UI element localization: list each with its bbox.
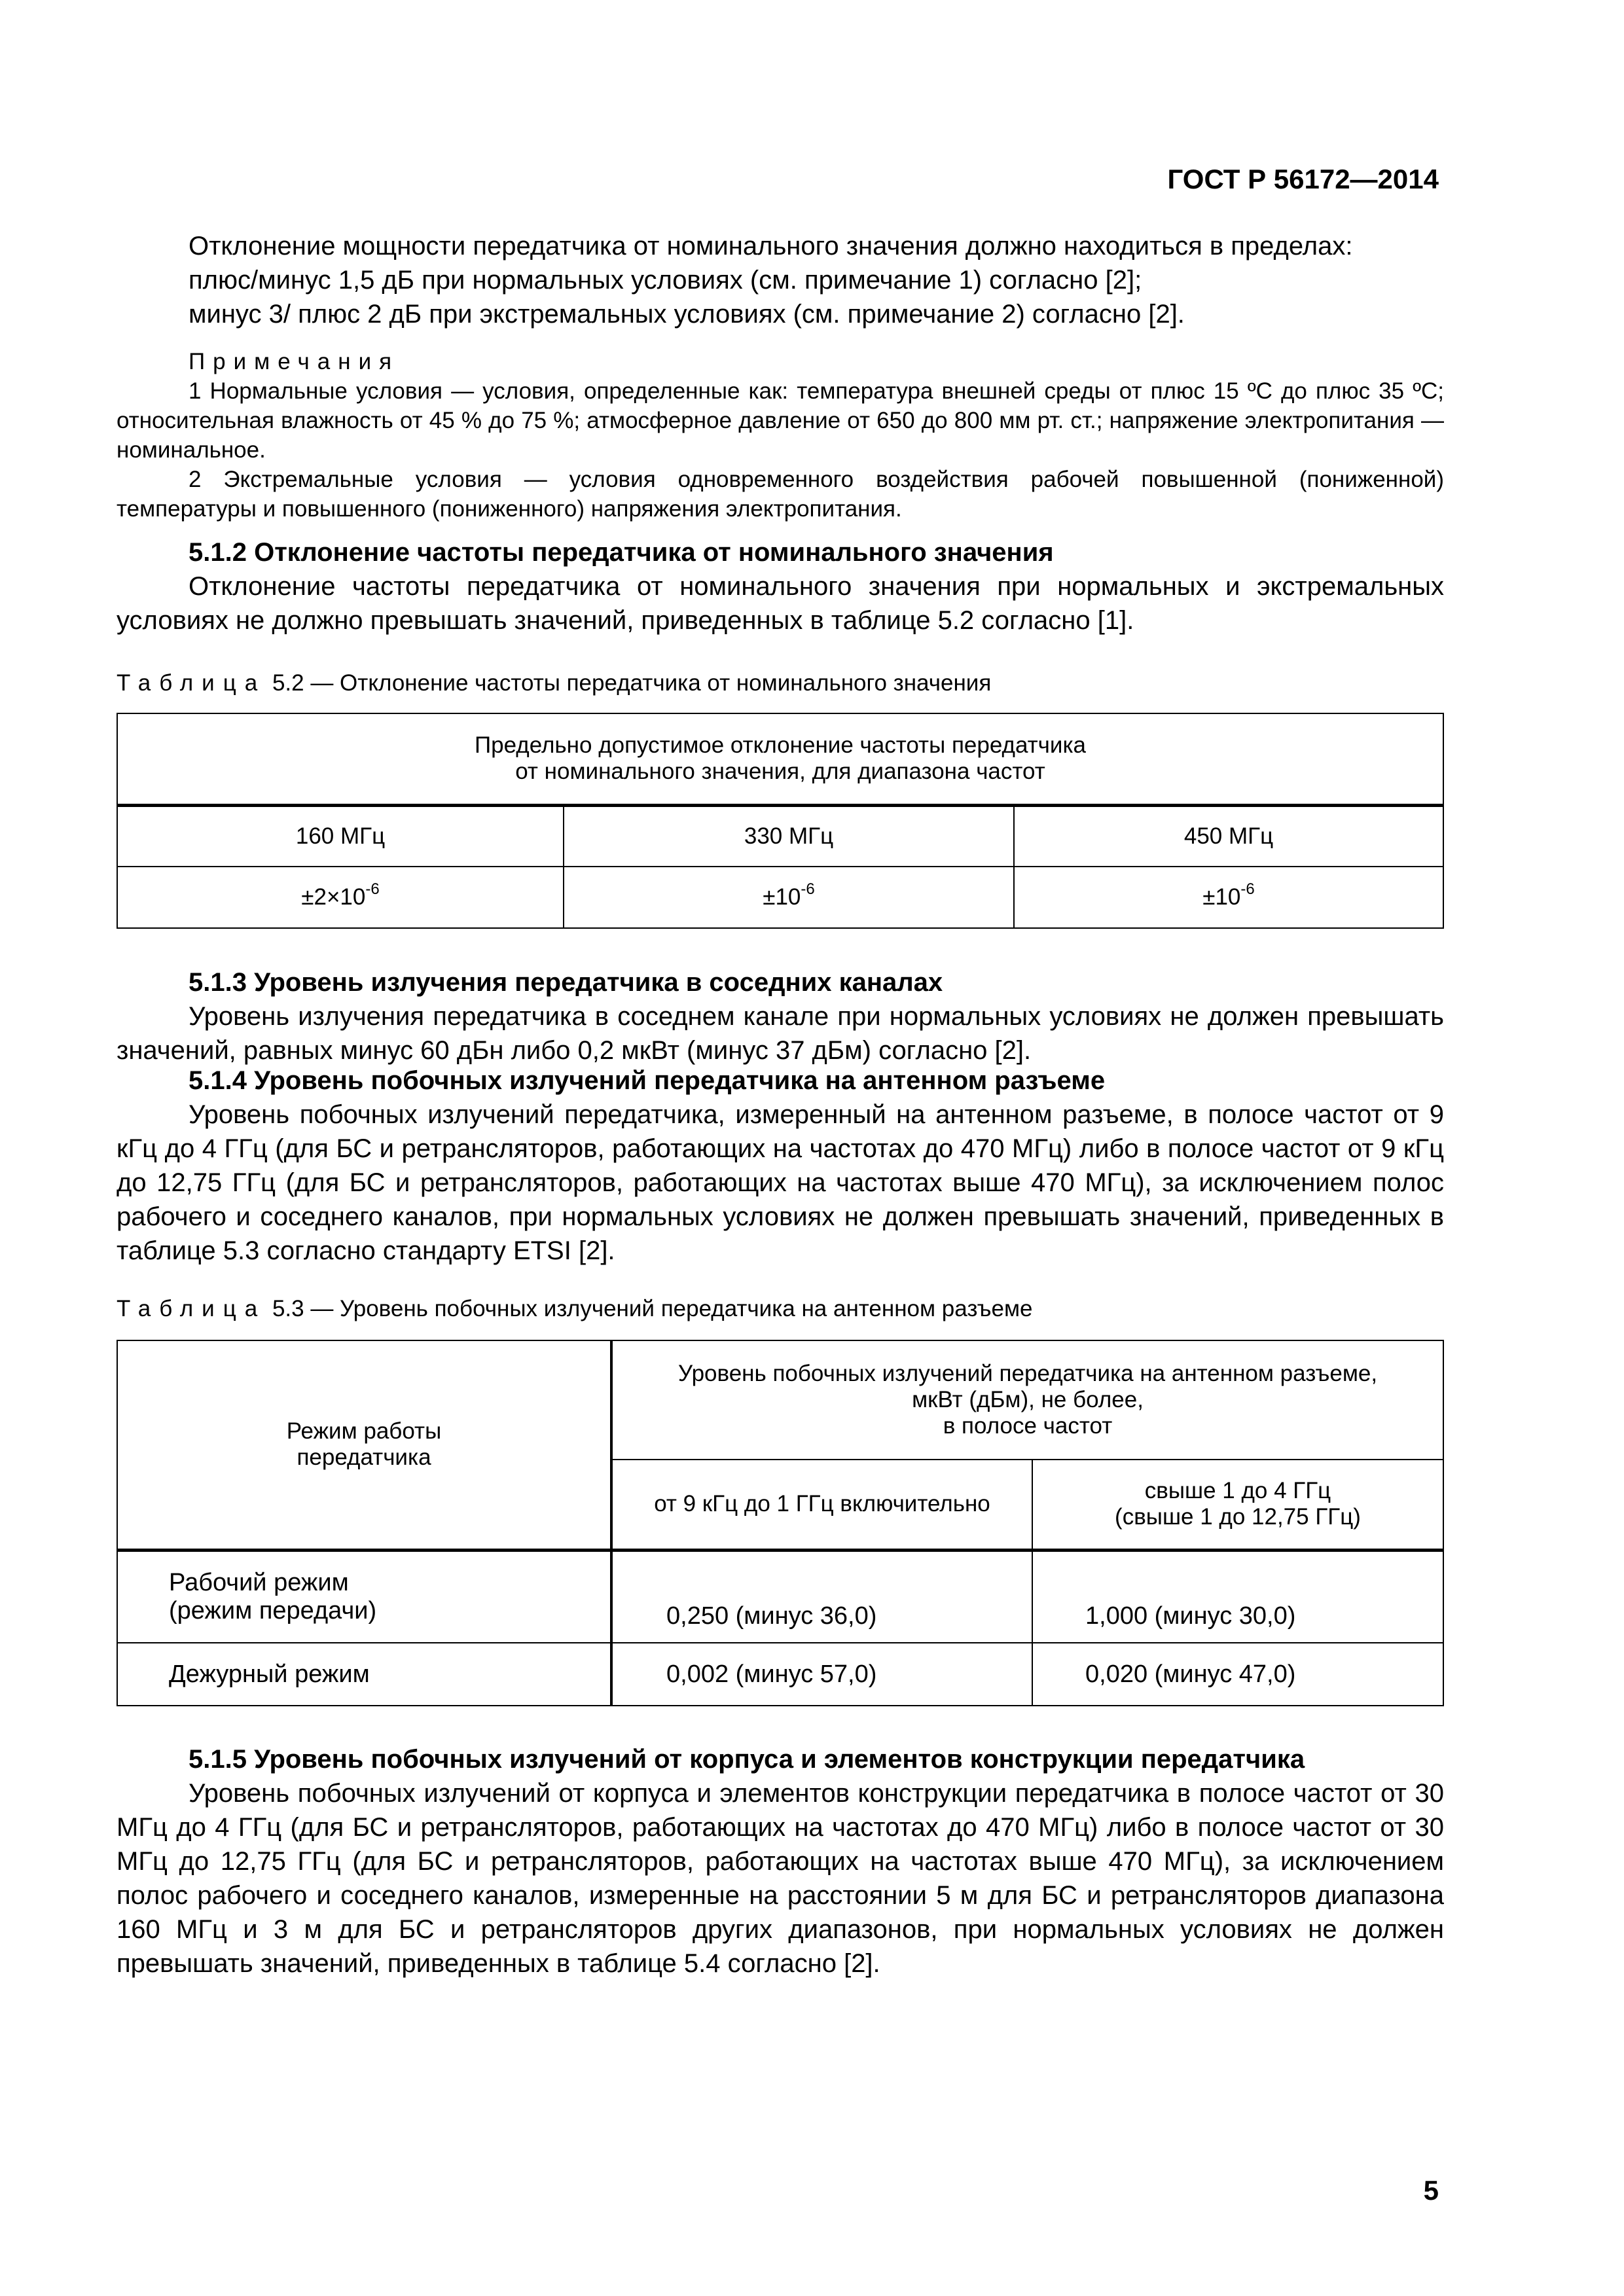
value-exponent: -6 xyxy=(1240,880,1255,898)
table-caption-word: Таблица xyxy=(117,1296,266,1321)
value-base: ±10 xyxy=(1202,884,1241,910)
table-5-2-header-line-1: Предельно допустимое отклонение частоты передатчика xyxy=(474,732,1087,759)
table-5-2-value-160 xyxy=(117,867,564,928)
note-1: 1 Нормальные условия — условия, определенные как: температура внешней среды от плюс 15 ºС до плюс 35 ºС; относительная влажность от 45 % до 75 %; атмосферное давление от 650 до 800 мм рт. ст.; напряжение электропитания — номинальное. xyxy=(117,378,1444,463)
table-5-2-header-line-2: от номинального значения, для диапазона частот xyxy=(515,759,1045,785)
table-5-3 xyxy=(117,1340,1444,1706)
table-5-3-value: 0,002 (минус 57,0) xyxy=(611,1643,1032,1706)
section-heading-5-1-3: 5.1.3 Уровень излучения передатчика в соседних каналах xyxy=(189,968,943,997)
section-text-5-1-4: Уровень побочных излучений передатчика, измеренный на антенном разъеме, в полосе частот от 9 кГц до 4 ГГц (для БС и ретрансляторов, работающих на частотах до 470 МГц) либо в полосе частот от 9 кГц до 12,75 ГГц (для БС и ретрансляторов, работающих на частотах выше 470 МГц), за исключением полос рабочего и соседнего каналов, при нормальных условиях не должен превышать значений, приведенных в таблице 5.3 согласно стандарту ETSI [2]. xyxy=(117,1100,1444,1265)
notes-title: Примечания xyxy=(189,349,400,374)
value-exponent: -6 xyxy=(801,880,815,898)
table-5-3-value: 1,000 (минус 30,0) xyxy=(1032,1550,1443,1643)
note-2: 2 Экстремальные условия — условия одновременного воздействия рабочей повышенной (пониженной) температуры и повышенного (пониженного) напряжения электропитания. xyxy=(117,467,1444,522)
table-5-2-value-330 xyxy=(564,867,1014,928)
value-exponent: -6 xyxy=(365,880,380,898)
level-header-line-3: в полосе частот xyxy=(943,1413,1113,1439)
table-5-2-caption xyxy=(117,670,991,696)
subheader-2-line-1: свыше 1 до 4 ГГц xyxy=(1144,1478,1331,1504)
section-heading-5-1-4: 5.1.4 Уровень побочных излучений передатчика на антенном разъеме xyxy=(189,1066,1106,1095)
table-caption-word: Таблица xyxy=(117,670,266,696)
section-5-1-3 xyxy=(117,965,1444,1067)
table-caption-text: 5.2 — Отклонение частоты передатчика от номинального значения xyxy=(266,670,992,696)
section-text-5-1-5: Уровень побочных излучений от корпуса и элементов конструкции передатчика в полосе частот от 30 МГц до 4 ГГц (для БС и ретрансляторов, работающих на частотах до 470 МГц) либо в полосе частот от 30 МГц до 12,75 ГГц (для БС и ретрансляторов, работающих на частотах выше 470 МГц), за исключением полос рабочего и соседнего каналов, измеренные на расстоянии 5 м для БС и ретрансляторов диапазона 160 МГц и 3 м для БС и ретрансляторов других диапазонов, при нормальных условиях не должен превышать значений, приведенных в таблице 5.4 согласно [2]. xyxy=(117,1779,1444,1978)
table-5-2-value-450 xyxy=(1014,867,1443,928)
table-5-3-subheader-1: от 9 кГц до 1 ГГц включительно xyxy=(611,1460,1032,1550)
table-5-2-header xyxy=(117,713,1443,805)
table-row xyxy=(117,1550,1443,1643)
intro-line-2: плюс/минус 1,5 дБ при нормальных условиях (см. примечание 1) согласно [2]; xyxy=(189,266,1142,295)
table-5-3-mode-standby: Дежурный режим xyxy=(117,1643,611,1706)
table-5-2 xyxy=(117,713,1444,929)
section-text-5-1-2: Отклонение частоты передатчика от номинального значения при нормальных и экстремальных условиях не должно превышать значений, приведенных в таблице 5.2 согласно [1]. xyxy=(117,572,1444,635)
document-header: ГОСТ Р 56172—2014 xyxy=(1167,164,1439,194)
mode-line-2: (режим передачи) xyxy=(169,1596,377,1624)
value-base: ±2×10 xyxy=(301,884,366,910)
table-5-2-col-450: 450 МГц xyxy=(1014,805,1443,867)
section-5-1-5 xyxy=(117,1742,1444,1981)
level-header-line-2: мкВт (дБм), не более, xyxy=(912,1387,1144,1412)
notes-block xyxy=(117,347,1444,524)
level-header-line-1: Уровень побочных излучений передатчика на антенном разъеме, xyxy=(677,1361,1378,1386)
table-5-3-value: 0,250 (минус 36,0) xyxy=(611,1550,1032,1643)
intro-paragraph xyxy=(117,229,1444,331)
table-5-2-col-330: 330 МГц xyxy=(564,805,1014,867)
intro-line-3: минус 3/ плюс 2 дБ при экстремальных условиях (см. примечание 2) согласно [2]. xyxy=(189,300,1185,329)
table-5-3-subheader-2 xyxy=(1032,1460,1443,1550)
table-5-3-caption xyxy=(117,1296,1033,1322)
section-text-5-1-3: Уровень излучения передатчика в соседнем канале при нормальных условиях не должен превышать значений, равных минус 60 дБн либо 0,2 мкВт (минус 37 дБм) согласно [2]. xyxy=(117,1002,1444,1065)
table-5-2-col-160: 160 МГц xyxy=(117,805,564,867)
table-5-3-level-header xyxy=(611,1340,1443,1460)
mode-header-line-1: Режим работы xyxy=(286,1418,442,1444)
mode-header-line-2: передатчика xyxy=(297,1444,431,1471)
table-row xyxy=(117,1643,1443,1706)
section-heading-5-1-5: 5.1.5 Уровень побочных излучений от корпуса и элементов конструкции передатчика xyxy=(189,1745,1305,1774)
table-caption-text: 5.3 — Уровень побочных излучений передатчика на антенном разъеме xyxy=(266,1296,1033,1321)
section-5-1-2 xyxy=(117,535,1444,637)
value-base: ±10 xyxy=(763,884,801,910)
mode-line-1: Рабочий режим xyxy=(169,1568,349,1596)
table-5-3-value: 0,020 (минус 47,0) xyxy=(1032,1643,1443,1706)
section-5-1-4 xyxy=(117,1064,1444,1268)
page-number: 5 xyxy=(1423,2175,1439,2206)
intro-line-1: Отклонение мощности передатчика от номинального значения должно находиться в пределах: xyxy=(189,232,1353,260)
table-5-3-mode-working xyxy=(117,1550,611,1643)
section-heading-5-1-2: 5.1.2 Отклонение частоты передатчика от номинального значения xyxy=(189,538,1054,567)
table-5-3-mode-header xyxy=(117,1340,611,1550)
subheader-2-line-2: (свыше 1 до 12,75 ГГц) xyxy=(1115,1504,1361,1530)
